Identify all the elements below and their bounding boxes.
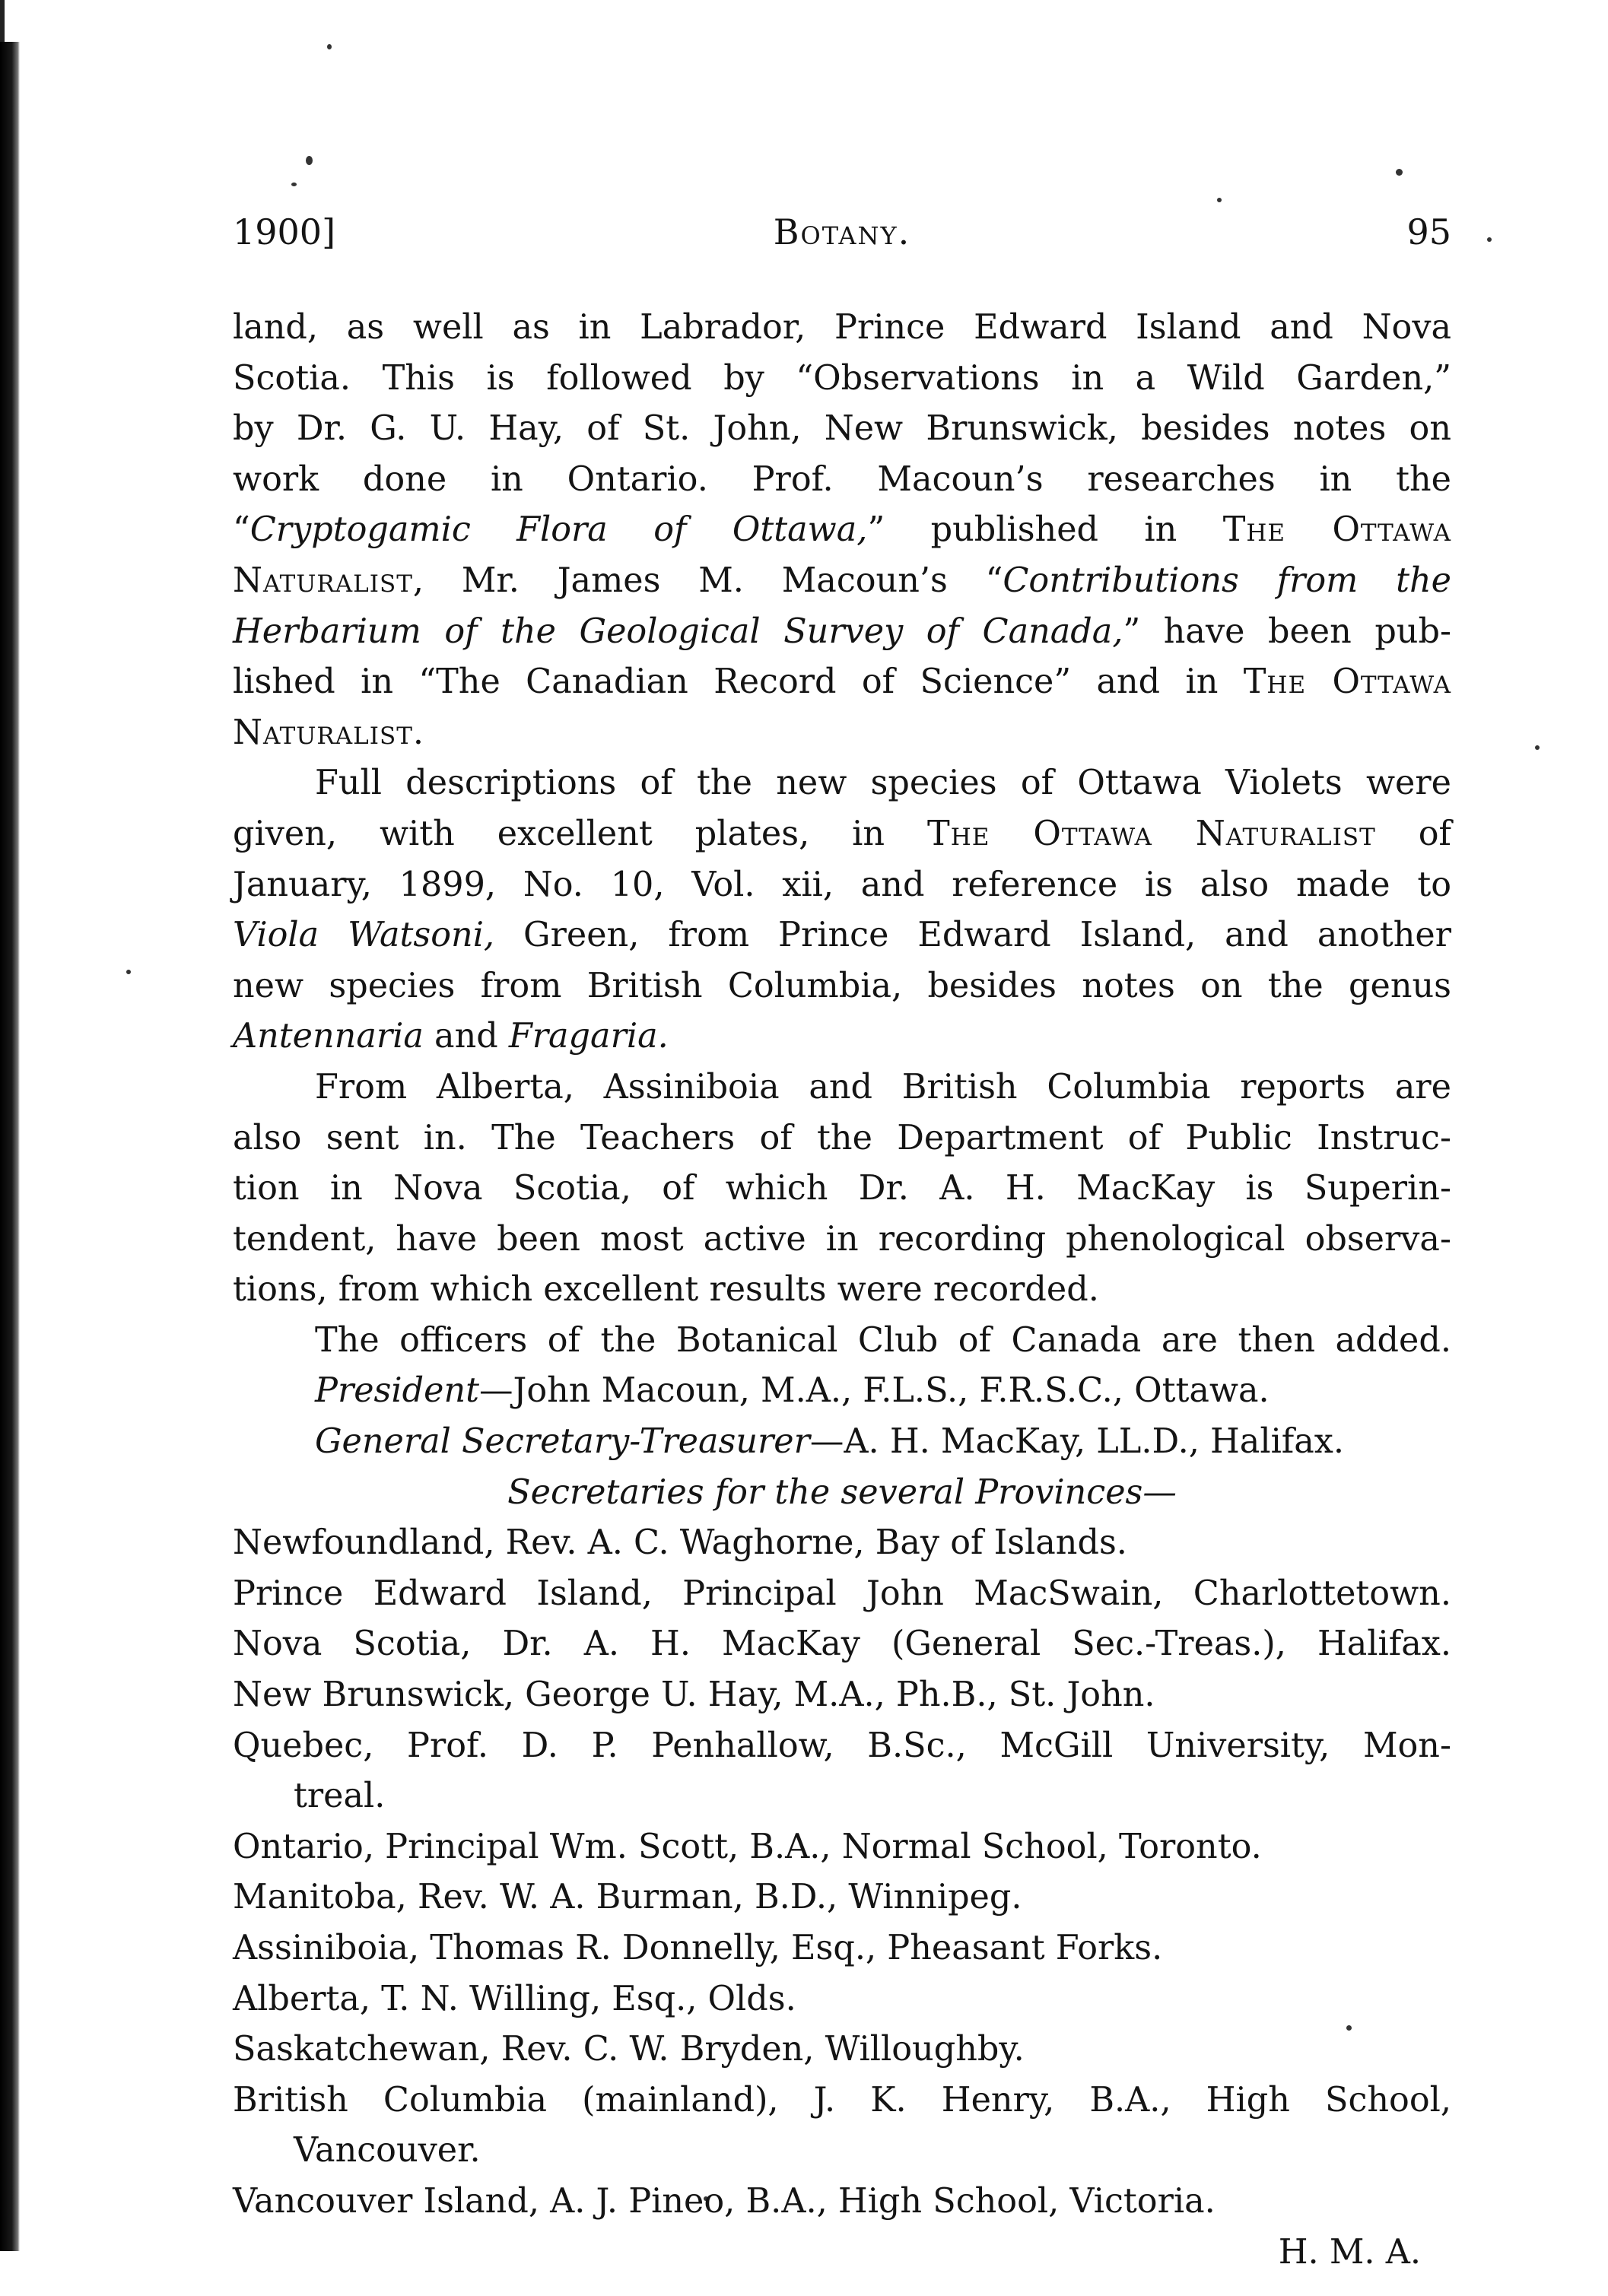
paragraph-continuation [233,303,1451,758]
office-label: President [315,1371,479,1411]
provinces-heading: Secretaries for the several Provinces— [507,1472,1177,1512]
journal-name: The Ottawa [1243,662,1452,702]
text-line: also sent in. The Teachers of the Department of Public Instruc- [233,1118,1451,1158]
author-signature: H. M. A. [1278,2232,1421,2272]
list-item: New Brunswick, George U. Hay, M.A., Ph.B., St. John. [233,1675,1155,1715]
page-header [233,211,1451,265]
italic-title: Contributions from the [1003,561,1451,600]
scan-speck [306,156,313,165]
list-item-continuation: treal. [294,1777,386,1816]
secretary-line: General Secretary-Treasurer—A. H. MacKay, LL.D., Halifax. [315,1422,1345,1462]
journal-name: Naturalist [233,561,413,600]
list-item: Manitoba, Rev. W. A. Burman, B.D., Winnipeg. [233,1878,1022,1917]
scan-speck [1535,745,1540,750]
office-label: General Secretary-Treasurer [315,1422,810,1462]
text-line: land, as well as in Labrador, Prince Edward Island and Nova [233,308,1451,347]
page-edge-top [0,0,5,46]
text-line: new species from British Columbia, besides notes on the genus [233,966,1451,1005]
italic-title: Cryptogamic Flora of Ottawa, [249,510,868,550]
journal-name: The Ottawa [1222,510,1451,550]
text-line: Full descriptions of the new species of Ottawa Violets were [315,764,1451,803]
president-line: President—John Macoun, M.A., F.L.S., F.R.S.C., Ottawa. [315,1371,1270,1411]
genus-name: Antennaria [233,1017,424,1056]
text-line: Herbarium of the Geological Survey of Canada,” have been pub- [233,611,1451,651]
text-line: by Dr. G. U. Hay, of St. John, New Brunswick, besides notes on [233,409,1451,449]
list-item: British Columbia (mainland), J. K. Henry, B.A., High School, [233,2080,1451,2120]
text-line: Antennaria and Fragaria. [233,1017,669,1056]
page-binding-shadow [0,42,20,2251]
scan-speck [1217,198,1222,202]
list-item: Saskatchewan, Rev. C. W. Bryden, Willoughby. [233,2030,1025,2069]
text-line: tendent, have been most active in recording phenological observa- [233,1219,1451,1259]
page-number: 95 [1406,211,1451,252]
page-body [233,303,1451,2278]
list-item: Alberta, T. N. Willing, Esq., Olds. [233,1979,796,2018]
list-item: Prince Edward Island, Principal John MacSwain, Charlottetown. [233,1574,1451,1613]
species-name: Viola Watsoni, [233,916,495,955]
secretaries-list [233,1518,1451,2227]
header-year: 1900] [233,211,336,252]
text-line: January, 1899, No. 10, Vol. xii, and reference is also made to [233,865,1451,904]
running-head-title: Botany. [773,211,911,252]
paragraph-reports [233,1062,1451,1316]
list-item: Vancouver Island, A. J. Pineo, B.A., High School, Victoria. [233,2181,1216,2221]
text-line: Naturalist, Mr. James M. Macoun’s “Contributions from the [233,561,1451,600]
list-item: Nova Scotia, Dr. A. H. MacKay (General Sec.-Treas.), Halifax. [233,1624,1451,1664]
list-item: Assiniboia, Thomas R. Donnelly, Esq., Pheasant Forks. [233,1929,1163,1967]
text-line: tion in Nova Scotia, of which Dr. A. H. MacKay is Superin- [233,1169,1451,1208]
list-item-continuation: Vancouver. [294,2131,481,2171]
scan-speck [327,44,332,49]
scan-speck [1396,169,1403,176]
list-item: Ontario, Principal Wm. Scott, B.A., Normal School, Toronto. [233,1827,1262,1866]
list-item: Newfoundland, Rev. A. C. Waghorne, Bay of Islands. [233,1523,1127,1563]
text-line: From Alberta, Assiniboia and British Columbia reports are [315,1067,1451,1107]
text-line: “Cryptogamic Flora of Ottawa,” published in The Ottawa [233,510,1451,550]
scan-speck [126,970,131,974]
list-item: Quebec, Prof. D. P. Penhallow, B.Sc., McGill University, Mon- [233,1726,1451,1765]
text-line: given, with excellent plates, in The Ottawa Naturalist of [233,814,1452,853]
text-line: The officers of the Botanical Club of Canada are then added. [315,1320,1451,1360]
italic-title: Herbarium of the Geological Survey of Canada, [233,611,1123,651]
paragraph-violets [233,758,1451,1062]
genus-name: Fragaria. [508,1017,669,1056]
scan-speck [1487,237,1492,242]
journal-name: The Ottawa Naturalist [927,814,1376,853]
text-line: Scotia. This is followed by “Observations in a Wild Garden,” [233,358,1451,398]
paragraph-officers [233,1316,1451,1518]
text-line: work done in Ontario. Prof. Macoun’s researches in the [233,459,1451,499]
text-line: Naturalist. [233,713,425,752]
text-line: Viola Watsoni, Green, from Prince Edward Island, and another [233,916,1451,955]
text-line: tions, from which excellent results were recorded. [233,1270,1099,1310]
scan-speck [291,183,297,186]
text-line: lished in “The Canadian Record of Science” and in The Ottawa [233,662,1452,702]
